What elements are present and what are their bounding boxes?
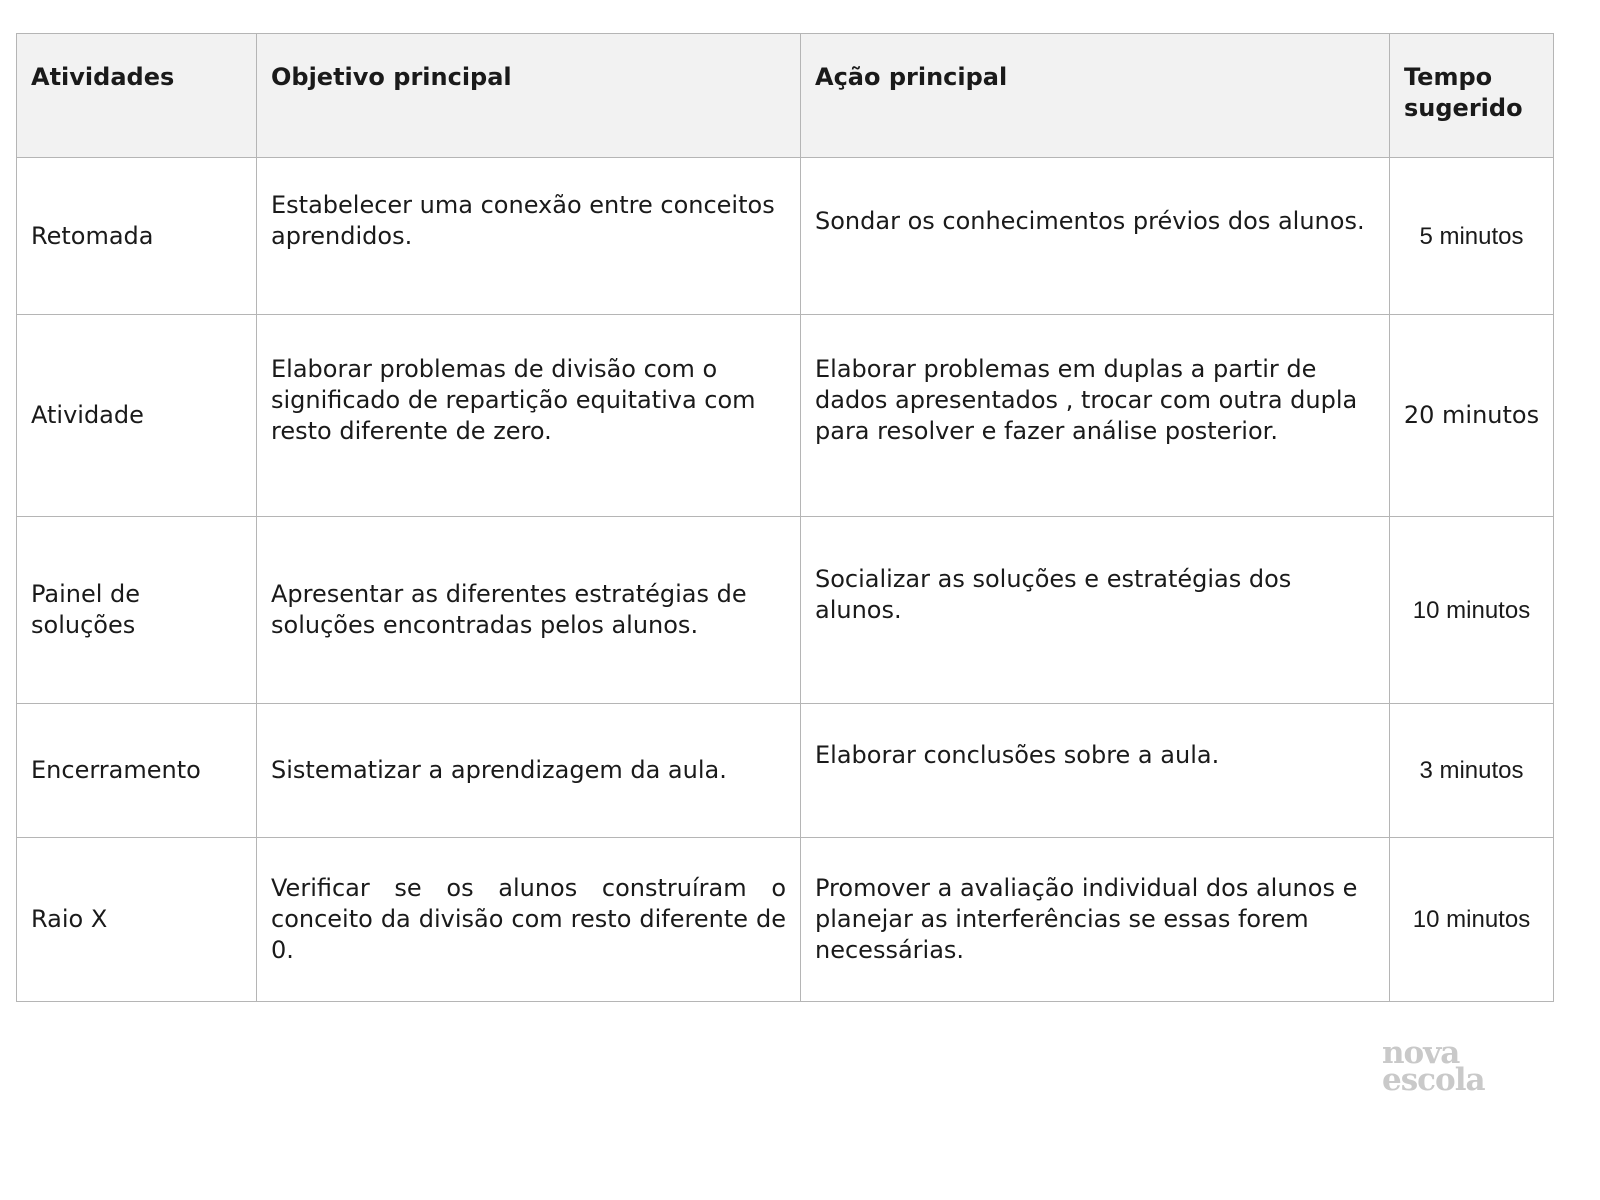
table-row	[17, 517, 1554, 704]
cell-atividade: Raio X	[17, 838, 257, 1002]
cell-acao: Sondar os conhecimentos prévios dos alunos.	[801, 158, 1390, 315]
cell-atividade: Painel de soluções	[17, 517, 257, 704]
cell-tempo	[1390, 838, 1554, 1002]
cell-atividade: Atividade	[17, 315, 257, 517]
header-acao-principal: Ação principal	[801, 34, 1390, 158]
lesson-plan-table	[16, 33, 1554, 1002]
cell-objetivo: Estabelecer uma conexão entre conceitos aprendidos.	[257, 158, 801, 315]
cell-atividade: Retomada	[17, 158, 257, 315]
table-row	[17, 315, 1554, 517]
tempo-value: 5 minutos	[1419, 222, 1524, 250]
cell-objetivo: Sistematizar a aprendizagem da aula.	[257, 704, 801, 838]
logo-line-nova: nova	[1382, 1035, 1460, 1071]
tempo-value: 10 minutos	[1412, 596, 1531, 624]
cell-objetivo: Elaborar problemas de divisão com o significado de repartição equitativa com resto diferente de zero.	[257, 315, 801, 517]
tempo-value: 10 minutos	[1412, 906, 1531, 933]
cell-acao: Promover a avaliação individual dos alunos e planejar as interferências se essas forem necessárias.	[801, 838, 1390, 1002]
cell-tempo	[1390, 158, 1554, 315]
cell-acao: Elaborar problemas em duplas a partir de dados apresentados , trocar com outra dupla para resolver e fazer análise posterior.	[801, 315, 1390, 517]
logo-line-escola: escola	[1382, 1062, 1485, 1098]
header-objetivo-principal: Objetivo principal	[257, 34, 801, 158]
cell-acao: Socializar as soluções e estratégias dos alunos.	[801, 517, 1390, 704]
nova-escola-logo	[1382, 1035, 1485, 1098]
cell-tempo	[1390, 704, 1554, 838]
header-tempo-sugerido: Tempo sugerido	[1390, 34, 1554, 158]
cell-tempo	[1390, 517, 1554, 704]
table-header-row	[17, 34, 1554, 158]
table-row	[17, 838, 1554, 1002]
cell-objetivo: Apresentar as diferentes estratégias de soluções encontradas pelos alunos.	[257, 517, 801, 704]
table-row	[17, 158, 1554, 315]
table-row	[17, 704, 1554, 838]
cell-acao: Elaborar conclusões sobre a aula.	[801, 704, 1390, 838]
cell-atividade: Encerramento	[17, 704, 257, 838]
tempo-value: 3 minutos	[1419, 757, 1524, 784]
cell-tempo	[1390, 315, 1554, 517]
cell-objetivo: Verificar se os alunos construíram o conceito da divisão com resto diferente de 0.	[257, 838, 801, 1002]
tempo-value: 20 minutos	[1403, 401, 1540, 429]
header-atividades: Atividades	[17, 34, 257, 158]
